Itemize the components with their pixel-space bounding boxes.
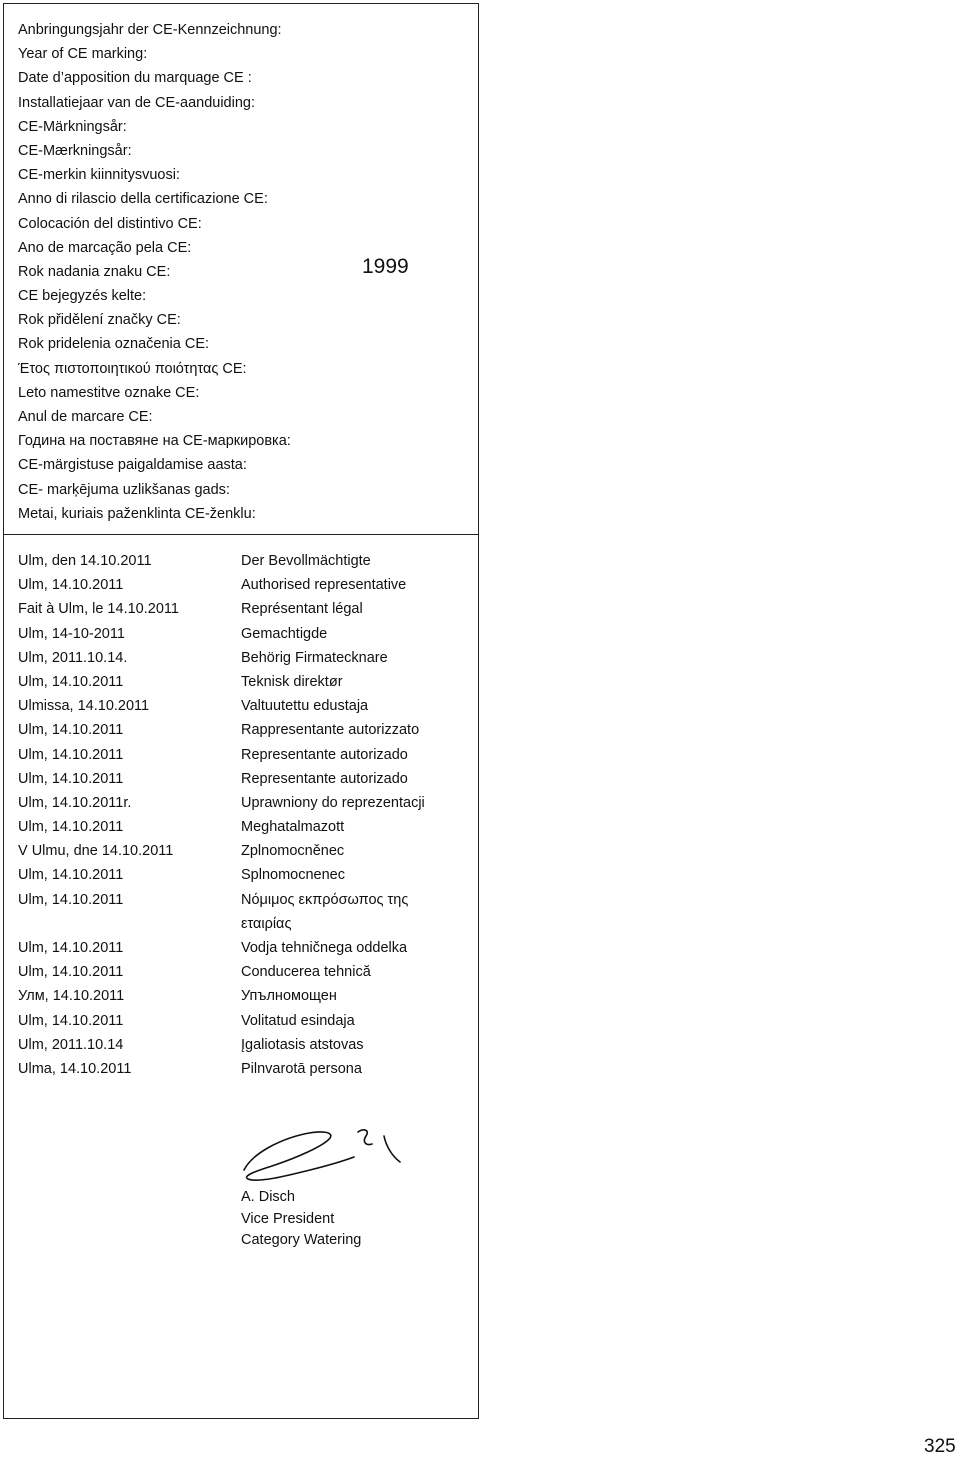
representative-title-list	[241, 549, 425, 1081]
signer-name: A. Disch	[241, 1189, 295, 1205]
place-date: Ulm, 14.10.2011	[18, 722, 124, 739]
place-date: Ulm, 14.10.2011	[18, 770, 124, 787]
representative-title: Įgaliotasis atstovas	[241, 1036, 364, 1053]
place-date: V Ulmu, dne 14.10.2011	[18, 843, 174, 860]
representative-title: Volitatud esindaja	[241, 1012, 355, 1029]
handwritten-signature	[238, 1124, 408, 1186]
representative-title-line: εταιρίας	[241, 915, 292, 932]
ce-label: Година на поставяне на CE-маркировка:	[18, 433, 291, 450]
ce-label: CE-märgistuse paigaldamise aasta:	[18, 457, 247, 474]
ce-label: Anbringungsjahr der CE-Kennzeichnung:	[18, 22, 282, 38]
place-date: Ulm, 14.10.2011	[18, 940, 124, 957]
representative-title: Uprawniony do reprezentacji	[241, 794, 425, 811]
representative-title	[241, 888, 425, 936]
representative-title-line: Νόμιμος εκπρόσωπος της	[241, 891, 409, 908]
ce-label: Colocación del distintivo CE:	[18, 215, 202, 232]
representative-title: Authorised representative	[241, 577, 407, 594]
ce-label: Metai, kuriais paženklinta CE-ženklu:	[18, 505, 256, 522]
place-date: Ulm, den 14.10.2011	[18, 553, 152, 569]
representative-title: Rappresentante autorizzato	[241, 722, 420, 739]
ce-label: CE-Mærkningsår:	[18, 142, 132, 159]
place-date: Ulm, 14.10.2011	[18, 1012, 124, 1029]
representative-title: Meghatalmazott	[241, 819, 345, 836]
place-date: Ulm, 14.10.2011	[18, 819, 124, 836]
ce-label: Έτος πιστοποιητικού ποιότητας CE:	[18, 360, 247, 377]
place-date: Ulmissa, 14.10.2011	[18, 698, 150, 715]
representative-title: Conducerea tehnică	[241, 964, 371, 981]
place-date: Улм, 14.10.2011	[18, 988, 125, 1005]
page-number: 325	[924, 1436, 956, 1457]
signer-division: Category Watering	[241, 1232, 362, 1249]
representative-title: Splnomocnenec	[241, 867, 345, 884]
representative-title: Zplnomocněnec	[241, 843, 345, 860]
ce-label: Year of CE marking:	[18, 46, 148, 63]
ce-label: Rok přidělení značky CE:	[18, 312, 181, 329]
place-date: Ulm, 14.10.2011r.	[18, 794, 132, 811]
representative-title: Pilnvarotā persona	[241, 1060, 362, 1077]
place-date: Ulm, 14.10.2011	[18, 673, 124, 690]
representative-title: Representante autorizado	[241, 746, 408, 763]
section-divider	[4, 534, 478, 535]
signer-title: Vice President	[241, 1210, 335, 1227]
ce-label: CE-Märkningsår:	[18, 118, 127, 135]
representative-title: Representante autorizado	[241, 770, 408, 787]
representative-title: Der Bevollmächtigte	[241, 553, 371, 569]
representative-title: Упълномощен	[241, 988, 337, 1005]
ce-label: Date d’apposition du marquage CE :	[18, 70, 252, 87]
place-date: Ulm, 14.10.2011	[18, 746, 124, 763]
ce-label: CE bejegyzés kelte:	[18, 288, 147, 305]
place-date: Ulma, 14.10.2011	[18, 1060, 132, 1077]
ce-marking-year: 1999	[362, 255, 409, 278]
ce-label: Anno di rilascio della certificazione CE:	[18, 191, 268, 208]
declaration-frame	[3, 3, 479, 1419]
representative-title: Valtuutettu edustaja	[241, 698, 369, 715]
place-date: Ulm, 2011.10.14.	[18, 649, 128, 666]
representative-title: Teknisk direktør	[241, 673, 343, 690]
ce-label: Ano de marcação pela CE:	[18, 239, 192, 256]
place-date: Fait à Ulm, le 14.10.2011	[18, 601, 179, 618]
representative-title: Behörig Firmatecknare	[241, 649, 388, 666]
ce-label: Rok nadania znaku CE:	[18, 263, 171, 280]
place-date: Ulm, 14-10-2011	[18, 625, 125, 642]
ce-label: CE-merkin kiinnitysvuosi:	[18, 167, 180, 184]
place-date-list	[18, 549, 179, 1081]
ce-label: Anul de marcare CE:	[18, 409, 153, 425]
representative-title: Gemachtigde	[241, 625, 328, 642]
ce-label: Rok pridelenia označenia CE:	[18, 336, 210, 353]
place-date: Ulm, 14.10.2011	[18, 867, 124, 884]
ce-label: Leto namestitve oznake CE:	[18, 384, 200, 401]
place-date: Ulm, 14.10.2011	[18, 577, 124, 594]
ce-label: Installatiejaar van de CE-aanduiding:	[18, 94, 255, 111]
place-date: Ulm, 2011.10.14	[18, 1036, 124, 1053]
ce-marking-label-list	[18, 18, 291, 526]
place-date: Ulm, 14.10.2011	[18, 891, 124, 908]
place-date: Ulm, 14.10.2011	[18, 964, 124, 981]
representative-title: Représentant légal	[241, 601, 363, 618]
signer-block	[241, 1187, 361, 1252]
ce-label: CE- marķējuma uzlikšanas gads:	[18, 481, 230, 498]
representative-title: Vodja tehničnega oddelka	[241, 940, 408, 957]
